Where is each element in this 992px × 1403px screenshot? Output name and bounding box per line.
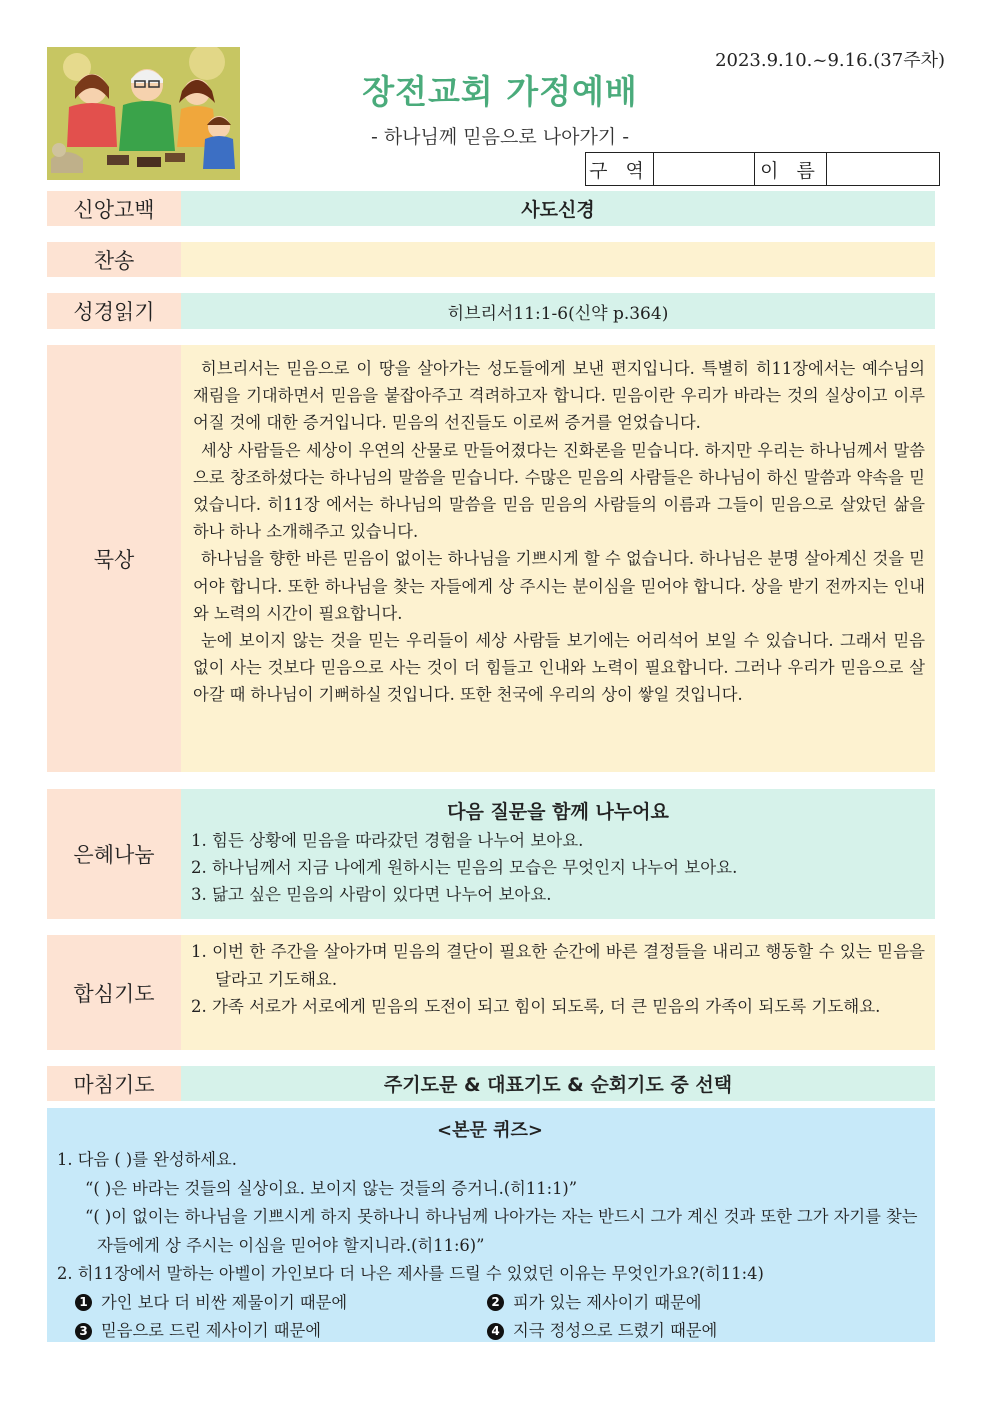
text-quiz <box>47 1108 935 1342</box>
page-subtitle: - 하나님께 믿음으로 나아가기 - <box>370 126 630 148</box>
prayer-item: 2. 가족 서로가 서로에게 믿음의 도전이 되고 힘이 되도록, 더 큰 믿음의 가족이 되도록 기도해요. <box>191 997 881 1016</box>
sharing-heading: 다음 질문을 함께 나누어요 <box>447 801 669 823</box>
quiz-verse-2-text: “( )이 없이는 하나님을 기쁘시게 하지 못하나니 하나님께 나아가는 자는 반드시 그가 계신 것과 또한 그가 자기를 찾는 자들에게 상 주시는 이심을 믿어야 할지니라.(히11:6)” <box>85 1207 918 1255</box>
quiz-question-2: 2. 히11장에서 말하는 아벨이 가인보다 더 나은 제사를 드릴 수 있었던 이유는 무엇인가요?(히11:4) <box>57 1264 764 1283</box>
sharing-question: 3. 닮고 싶은 믿음의 사람이 있다면 나누어 보아요. <box>191 885 552 904</box>
quiz-option[interactable] <box>75 1289 487 1318</box>
meditation-body <box>181 345 935 772</box>
quiz-option[interactable] <box>487 1289 899 1318</box>
page-title: 장전교회 가정예배 <box>362 72 638 111</box>
prayer-label: 합심기도 <box>47 935 181 1050</box>
sharing-question: 1. 힘든 상황에 믿음을 따라갔던 경험을 나누어 보아요. <box>191 831 584 850</box>
sharing-question: 2. 하나님께서 지금 나에게 원하시는 믿음의 모습은 무엇인지 나누어 보아요. <box>191 858 738 877</box>
option-text: 믿음으로 드린 제사이기 때문에 <box>101 1321 321 1340</box>
closing-label: 마침기도 <box>47 1066 181 1101</box>
meditation-paragraph: 눈에 보이지 않는 것을 믿는 우리들이 세상 사람들 보기에는 어리석어 보일 수 있습니다. 그래서 믿음 없이 사는 것보다 믿음으로 사는 것이 더 힘들고 인내와 노력이 필요합니다. 그러나 우리가 믿음으로 살아갈 때 하나님이 기뻐하실 것입니다. 또한 천국에 우리의 상이 쌓일 것입니다. <box>193 631 925 705</box>
quiz-option[interactable] <box>487 1317 899 1346</box>
option-number-icon: 3 <box>75 1323 92 1340</box>
reading-value: 히브리서11:1-6(신약 p.364) <box>181 293 935 329</box>
option-number-icon: 1 <box>75 1294 92 1311</box>
quiz-title: <본문 퀴즈> <box>437 1120 543 1141</box>
meditation-paragraph: 히브리서는 믿음으로 이 땅을 살아가는 성도들에게 보낸 편지입니다. 특별히 히11장에서는 예수님의 재림을 기대하면서 믿음을 붙잡아주고 격려하고자 합니다. 믿음이란 우리가 바라는 것의 실상이고 이루어질 것에 대한 증거입니다. 믿음의 선진들도 이로써 증거를 얻었습니다. <box>193 359 925 433</box>
quiz-verse-2 <box>57 1203 923 1260</box>
option-text: 피가 있는 제사이기 때문에 <box>513 1292 702 1312</box>
reading-label: 성경읽기 <box>47 293 181 329</box>
district-field[interactable] <box>654 153 755 185</box>
option-number-icon: 2 <box>487 1294 504 1311</box>
meditation-label: 묵상 <box>47 345 181 772</box>
option-text: 지극 정성으로 드렸기 때문에 <box>513 1321 718 1340</box>
hymn-label: 찬송 <box>47 242 181 277</box>
name-field[interactable] <box>827 153 939 185</box>
quiz-options <box>57 1289 923 1346</box>
option-text: 가인 보다 더 비싼 제물이기 때문에 <box>101 1292 348 1312</box>
family-worship-illustration <box>47 47 240 180</box>
name-label: 이 름 <box>755 153 827 185</box>
sharing-label: 은혜나눔 <box>47 789 181 919</box>
district-name-table <box>585 152 940 186</box>
meditation-paragraph: 하나님을 향한 바른 믿음이 없이는 하나님을 기쁘시게 할 수 없습니다. 하나님은 분명 살아계신 것을 믿어야 합니다. 또한 하나님을 찾는 자들에게 상 주시는 분이심을 믿어야 합니다. 상을 받기 전까지는 인내와 노력의 시간이 필요합니다. <box>193 549 925 623</box>
district-label: 구 역 <box>586 153 654 185</box>
quiz-option[interactable] <box>75 1317 487 1346</box>
date-range: 2023.9.10.~9.16.(37주차) <box>715 50 945 71</box>
meditation-paragraph: 세상 사람들은 세상이 우연의 산물로 만들어졌다는 진화론을 믿습니다. 하지만 우리는 하나님께서 말씀으로 창조하셨다는 하나님의 말씀을 믿습니다. 수많은 믿음의 사람들은 하나님이 하신 말씀과 약속을 믿었습니다. 히11장 에서는 하나님의 말씀을 믿음 믿음의 사람들의 이름과 그들이 믿음으로 살았던 삶을 하나 하나 소개해주고 있습니다. <box>193 440 925 542</box>
creed-value: 사도신경 <box>181 191 935 226</box>
quiz-verse-1: “( )은 바라는 것들의 실상이요. 보이지 않는 것들의 증거니.(히11:1)” <box>85 1178 578 1198</box>
prayer-item: 1. 이번 한 주간을 살아가며 믿음의 결단이 필요한 순간에 바른 결정들을 내리고 행동할 수 있는 믿음을 달라고 기도해요. <box>191 942 925 989</box>
option-number-icon: 4 <box>487 1323 504 1340</box>
prayer-body <box>181 935 935 1050</box>
creed-label: 신앙고백 <box>47 191 181 226</box>
hymn-value <box>181 242 935 277</box>
quiz-question-1: 1. 다음 ( )를 완성하세요. <box>57 1150 237 1169</box>
closing-value: 주기도문 & 대표기도 & 순회기도 중 선택 <box>181 1066 935 1101</box>
sharing-body <box>181 789 935 919</box>
